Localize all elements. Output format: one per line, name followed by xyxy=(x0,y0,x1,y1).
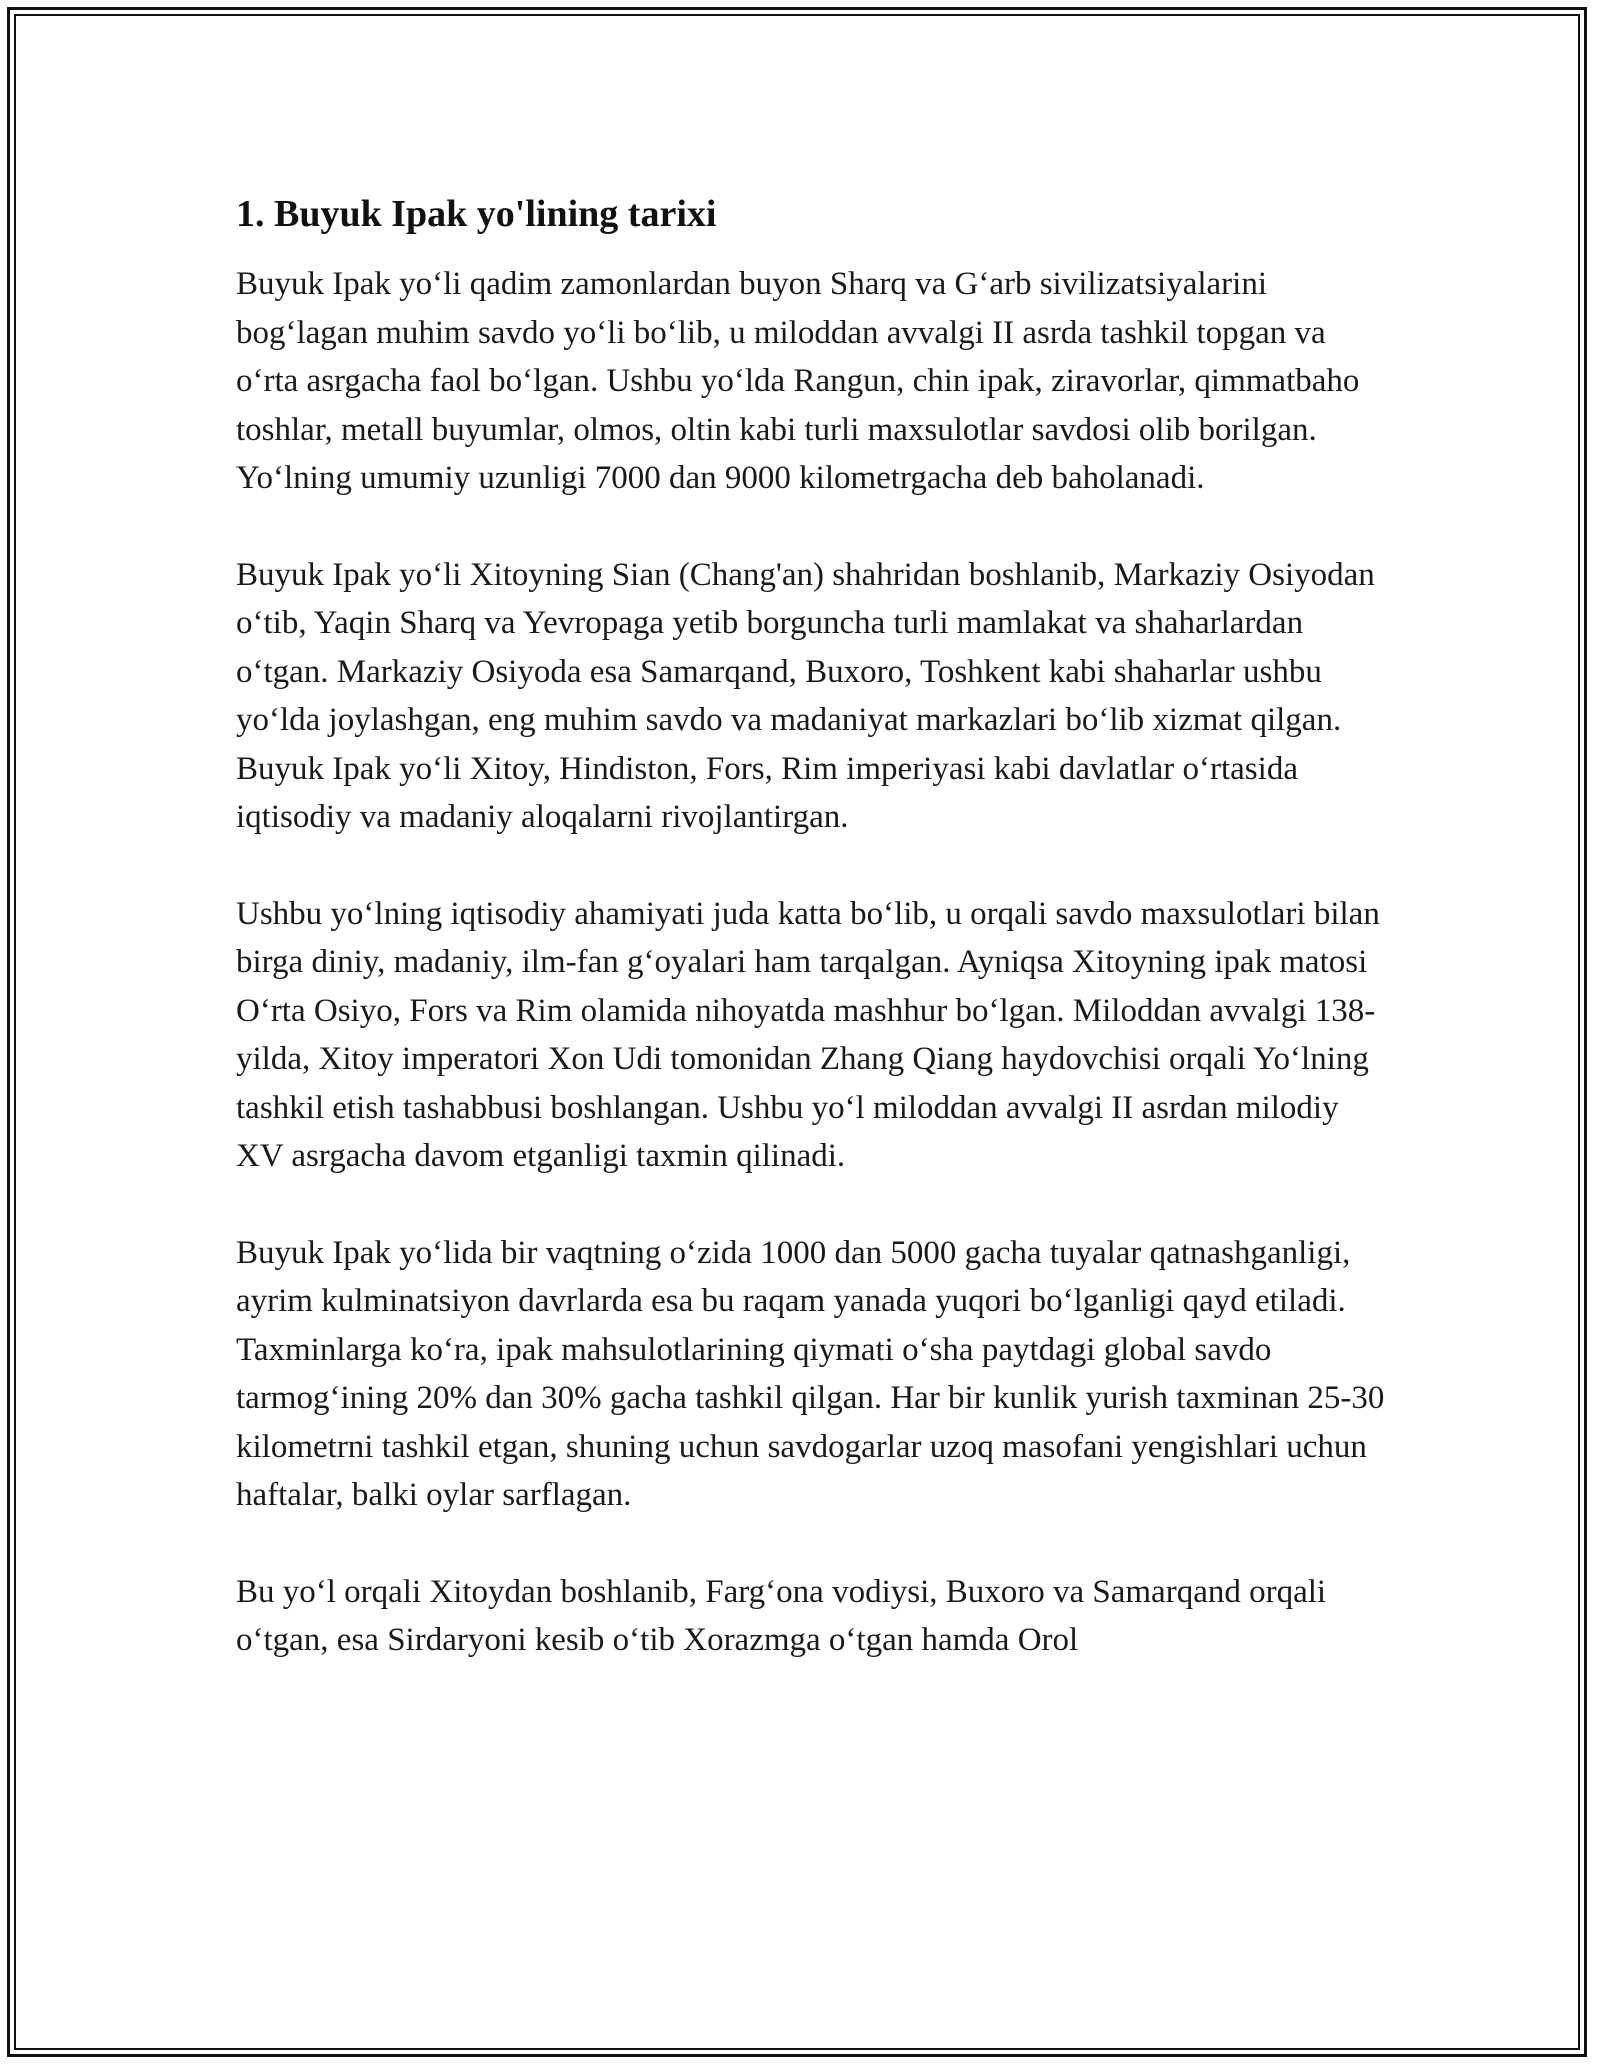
section-heading: 1. Buyuk Ipak yo'lining tarixi xyxy=(236,193,717,235)
document-body xyxy=(236,190,1386,1713)
paragraph-4: Buyuk Ipak yo‘lida bir vaqtning o‘zida 1000 dan 5000 gacha tuyalar qatnashganligi, ayrim kulminatsiyon davrlarda esa bu raqam yanada yuqori bo‘lganligi qayd etiladi. Taxminlarga ko‘ra, ipak mahsulotlarining qiymati o‘sha paytdagi global savdo tarmog‘ining 20% dan 30% gacha tashkil qilgan. Har bir kunlik yurish taxminan 25-30 kilometrni tashkil etgan, shuning uchun savdogarlar uzoq masofani yengishlari uchun haftalar, balki oylar sarflagan. xyxy=(236,1234,1385,1513)
paragraph-3: Ushbu yo‘lning iqtisodiy ahamiyati juda katta bo‘lib, u orqali savdo maxsulotlari bilan birga diniy, madaniy, ilm-fan g‘oyalari ham tarqalgan. Ayniqsa Xitoyning ipak matosi O‘rta Osiyo, Fors va Rim olamida nihoyatda mashhur bo‘lgan. Miloddan avvalgi 138-yilda, Xitoy imperatori Xon Udi tomonidan Zhang Qiang haydovchisi orqali Yo‘lning tashkil etish tashabbusi boshlangan. Ushbu yo‘l miloddan avvalgi II asrdan milodiy XV asrgacha davom etganligi taxmin qilinadi. xyxy=(236,895,1380,1174)
paragraph-1: Buyuk Ipak yo‘li qadim zamonlardan buyon Sharq va G‘arb sivilizatsiyalarini bog‘lagan muhim savdo yo‘li bo‘lib, u miloddan avvalgi II asrda tashkil topgan va o‘rta asrgacha faol bo‘lgan. Ushbu yo‘lda Rangun, chin ipak, ziravorlar, qimmatbaho toshlar, metall buyumlar, olmos, oltin kabi turli maxsulotlar savdosi olib borilgan. Yo‘lning umumiy uzunligi 7000 dan 9000 kilometrgacha deb baholanadi. xyxy=(236,266,1360,496)
paragraph-5: Bu yo‘l orqali Xitoydan boshlanib, Farg‘ona vodiysi, Buxoro va Samarqand orqali o‘tgan, esa Sirdaryoni kesib o‘tib Xorazmga o‘tgan hamda Orol xyxy=(236,1573,1327,1658)
paragraph-2: Buyuk Ipak yo‘li Xitoyning Sian (Chang'an) shahridan boshlanib, Markaziy Osiyodan o‘tib, Yaqin Sharq va Yevropaga yetib borguncha turli mamlakat va shaharlardan o‘tgan. Markaziy Osiyoda esa Samarqand, Buxoro, Toshkent kabi shaharlar ushbu yo‘lda joylashgan, eng muhim savdo va madaniyat markazlari bo‘lib xizmat qilgan. Buyuk Ipak yo‘li Xitoy, Hindiston, Fors, Rim imperiyasi kabi davlatlar o‘rtasida iqtisodiy va madaniy aloqalarni rivojlantirgan. xyxy=(236,556,1375,835)
